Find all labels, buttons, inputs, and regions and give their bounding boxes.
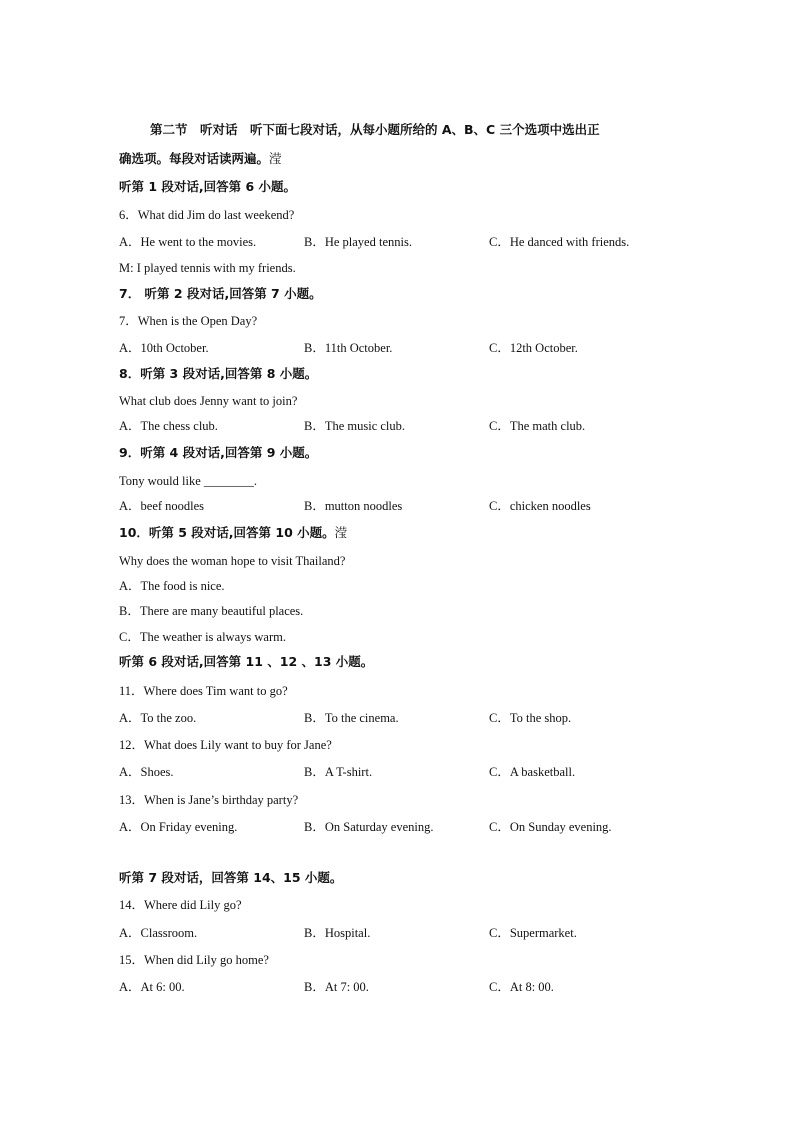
question-12-option-b: B．A T-shirt.: [304, 765, 373, 779]
question-14: 14．Where did Lily go?: [119, 898, 242, 912]
question-9-option-b: B．mutton noodles: [304, 499, 403, 513]
question-13-option-c: C．On Sunday evening.: [489, 820, 612, 834]
question-15-option-b: B．At 7: 00.: [304, 980, 369, 994]
instruction-dialogue-1: 听第 1 段对话,回答第 6 小题。: [119, 179, 297, 194]
question-15: 15．When did Lily go home?: [119, 953, 269, 967]
question-15-option-c: C．At 8: 00.: [489, 980, 554, 994]
question-8: What club does Jenny want to join?: [119, 394, 298, 408]
question-6-option-b: B．He played tennis.: [304, 235, 412, 249]
question-9-option-a: A．beef noodles: [119, 499, 205, 513]
section-header-line2: [119, 151, 282, 167]
instruction-dialogue-5-text: 10．听第 5 段对话,回答第 10 小题。: [119, 525, 335, 540]
question-6-option-c: C．He danced with friends.: [489, 235, 630, 249]
question-12-option-a: A．Shoes.: [119, 765, 174, 779]
section-header-line1: 第二节 听对话 听下面七段对话，从每小题所给的 A、B、C 三个选项中选出正: [150, 122, 600, 137]
question-11-option-c: C．To the shop.: [489, 711, 572, 725]
question-11-option-a: A．To the zoo.: [119, 711, 197, 725]
question-7-option-b: B．11th October.: [304, 341, 393, 355]
mark-glyph: 滢: [334, 525, 348, 540]
instruction-dialogue-2: 7． 听第 2 段对话,回答第 7 小题。: [119, 286, 322, 301]
question-13-option-b: B．On Saturday evening.: [304, 820, 434, 834]
instruction-dialogue-4: 9．听第 4 段对话,回答第 9 小题。: [119, 445, 318, 460]
question-9-option-c: C．chicken noodles: [489, 499, 591, 513]
mark-glyph: 滢: [269, 151, 282, 166]
question-8-option-a: A．The chess club.: [119, 419, 218, 433]
question-13: 13．When is Jane’s birthday party?: [119, 793, 299, 807]
question-15-option-a: A．At 6: 00.: [119, 980, 185, 994]
question-6-option-a: A．He went to the movies.: [119, 235, 257, 249]
question-8-option-c: C．The math club.: [489, 419, 586, 433]
question-7-option-c: C．12th October.: [489, 341, 578, 355]
question-10: Why does the woman hope to visit Thailand?: [119, 554, 346, 568]
question-7: 7．When is the Open Day?: [119, 314, 258, 328]
question-6: 6．What did Jim do last weekend?: [119, 208, 295, 222]
instruction-dialogue-7: 听第 7 段对话，回答第 14、15 小题。: [119, 870, 343, 885]
question-10-option-c: C．The weather is always warm.: [119, 630, 286, 644]
question-11: 11．Where does Tim want to go?: [119, 684, 288, 698]
question-11-option-b: B．To the cinema.: [304, 711, 399, 725]
instruction-dialogue-3: 8．听第 3 段对话,回答第 8 小题。: [119, 366, 318, 381]
question-8-option-b: B．The music club.: [304, 419, 406, 433]
instruction-dialogue-5: [119, 525, 347, 541]
question-10-option-a: A．The food is nice.: [119, 579, 225, 593]
question-13-option-a: A．On Friday evening.: [119, 820, 238, 834]
question-14-option-b: B．Hospital.: [304, 926, 371, 940]
question-7-option-a: A．10th October.: [119, 341, 209, 355]
instruction-dialogue-6: 听第 6 段对话,回答第 11 、12 、13 小题。: [119, 654, 374, 669]
question-14-option-c: C．Supermarket.: [489, 926, 577, 940]
question-9: Tony would like ________.: [119, 474, 258, 488]
section-header-line2-text: 确选项。每段对话读两遍。: [119, 151, 270, 166]
question-12: 12．What does Lily want to buy for Jane?: [119, 738, 332, 752]
question-12-option-c: C．A basketball.: [489, 765, 576, 779]
question-14-option-a: A．Classroom.: [119, 926, 198, 940]
transcript-line: M: I played tennis with my friends.: [119, 261, 296, 275]
question-10-option-b: B．There are many beautiful places.: [119, 604, 304, 618]
